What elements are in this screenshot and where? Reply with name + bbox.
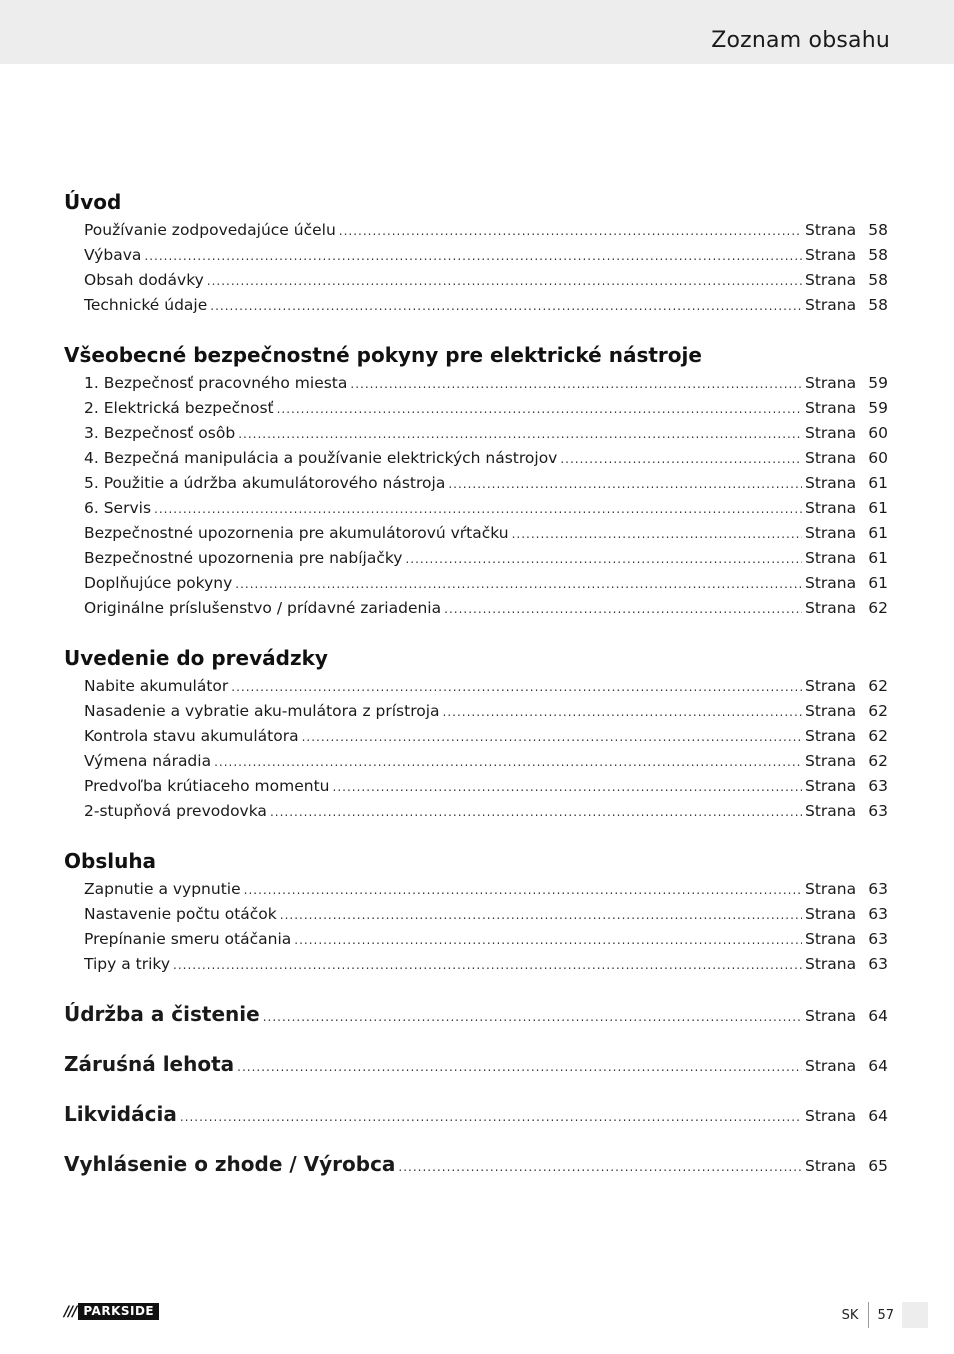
dot-leader <box>280 903 802 928</box>
entry-page-number: 62 <box>868 727 888 745</box>
dot-leader <box>302 725 802 750</box>
dot-leader <box>231 675 802 700</box>
dot-leader <box>238 422 802 447</box>
main-entry-label: Likvidácia <box>64 1102 177 1126</box>
strana-label: Strana <box>805 752 857 770</box>
entry-label: Nabite akumulátor <box>84 677 229 695</box>
entry-label: 4. Bezpečná manipulácia a používanie elektrických nástrojov <box>84 449 558 467</box>
toc-section <box>64 845 888 977</box>
dot-leader <box>405 547 802 572</box>
entry-label: Technické údaje <box>84 296 208 314</box>
footer-language: SK <box>841 1307 859 1323</box>
dot-leader <box>210 294 802 319</box>
section-heading: Uvedenie do prevádzky <box>64 646 328 670</box>
entry-label: 6. Servis <box>84 499 152 517</box>
entry-page-number: 63 <box>868 955 888 973</box>
entry-label: 1. Bezpečnosť pracovného miesta <box>84 374 348 392</box>
strana-label: Strana <box>805 424 857 442</box>
strana-label: Strana <box>805 221 857 239</box>
entry-page-number: 64 <box>868 1057 888 1075</box>
section-heading: Obsluha <box>64 849 157 873</box>
toc-entry[interactable] <box>64 749 888 774</box>
entry-label: 2. Elektrická bezpečnosť <box>84 399 274 417</box>
strana-label: Strana <box>805 1107 857 1125</box>
entry-label: Obsah dodávky <box>84 271 204 289</box>
toc-entry[interactable] <box>64 546 888 571</box>
toc-entry[interactable] <box>64 596 888 621</box>
dot-leader <box>270 800 802 825</box>
entry-page-number: 62 <box>868 752 888 770</box>
toc-entry[interactable] <box>64 952 888 977</box>
toc-entry[interactable] <box>64 421 888 446</box>
toc-entry[interactable] <box>64 471 888 496</box>
strana-label: Strana <box>805 271 857 289</box>
dot-leader <box>263 1001 802 1033</box>
toc-entry[interactable] <box>64 446 888 471</box>
toc-section <box>64 339 888 621</box>
footer-page-number: 57 <box>877 1307 894 1323</box>
entry-label: Bezpečnostné upozornenia pre akumulátorovú vŕtačku <box>84 524 509 542</box>
entry-label: Zapnutie a vypnutie <box>84 880 241 898</box>
strana-label: Strana <box>805 296 857 314</box>
entry-page-number: 62 <box>868 599 888 617</box>
strana-label: Strana <box>805 1057 857 1075</box>
toc-entry[interactable] <box>64 877 888 902</box>
toc-entry[interactable] <box>64 521 888 546</box>
toc-section <box>64 642 888 824</box>
main-entry-label: Údržba a čistenie <box>64 1002 260 1026</box>
strana-label: Strana <box>805 1007 857 1025</box>
strana-label: Strana <box>805 399 857 417</box>
dot-leader <box>173 953 802 978</box>
strana-label: Strana <box>805 1157 857 1175</box>
entry-page-number: 63 <box>868 930 888 948</box>
entry-label: 3. Bezpečnosť osôb <box>84 424 236 442</box>
logo-slashes: /// <box>64 1303 77 1320</box>
strana-label: Strana <box>805 880 857 898</box>
strana-label: Strana <box>805 930 857 948</box>
toc-entry[interactable] <box>64 243 888 268</box>
entry-label: Prepínanie smeru otáčania <box>84 930 292 948</box>
strana-label: Strana <box>805 905 857 923</box>
entry-page-number: 58 <box>868 221 888 239</box>
entry-label: Výbava <box>84 246 142 264</box>
entry-page-number: 61 <box>868 524 888 542</box>
entry-page-number: 61 <box>868 499 888 517</box>
dot-leader <box>244 878 802 903</box>
parkside-logo <box>64 1303 176 1320</box>
entry-page-number: 64 <box>868 1007 888 1025</box>
strana-label: Strana <box>805 474 857 492</box>
strana-label: Strana <box>805 702 857 720</box>
toc-entry[interactable] <box>64 396 888 421</box>
logo-brand: PARKSIDE <box>78 1303 159 1320</box>
toc-main-entry[interactable] <box>64 998 888 1048</box>
entry-page-number: 63 <box>868 802 888 820</box>
entry-page-number: 59 <box>868 399 888 417</box>
page-title: Zoznam obsahu <box>711 28 890 53</box>
main-entry-label: Záruśná lehota <box>64 1052 235 1076</box>
toc-main-entry[interactable] <box>64 1098 888 1148</box>
dot-leader <box>214 750 802 775</box>
strana-label: Strana <box>805 549 857 567</box>
entry-page-number: 65 <box>868 1157 888 1175</box>
strana-label: Strana <box>805 727 857 745</box>
footer-tab-box <box>902 1302 928 1328</box>
strana-label: Strana <box>805 499 857 517</box>
toc-section <box>64 186 888 318</box>
toc-entry[interactable] <box>64 927 888 952</box>
entry-page-number: 61 <box>868 574 888 592</box>
dot-leader <box>444 597 802 622</box>
main-entry-label: Vyhlásenie o zhode / Výrobca <box>64 1152 396 1176</box>
entry-label: Tipy a triky <box>84 955 171 973</box>
dot-leader <box>277 397 802 422</box>
entry-page-number: 61 <box>868 549 888 567</box>
dot-leader <box>350 372 802 397</box>
toc-entry[interactable] <box>64 268 888 293</box>
entry-page-number: 64 <box>868 1107 888 1125</box>
dot-leader <box>154 497 802 522</box>
section-heading: Všeobecné bezpečnostné pokyny pre elektrické nástroje <box>64 343 702 367</box>
toc-entry[interactable] <box>64 496 888 521</box>
dot-leader <box>333 775 802 800</box>
entry-page-number: 61 <box>868 474 888 492</box>
entry-label: Používanie zodpovedajúce účelu <box>84 221 336 239</box>
strana-label: Strana <box>805 524 857 542</box>
entry-page-number: 58 <box>868 296 888 314</box>
entry-page-number: 62 <box>868 677 888 695</box>
strana-label: Strana <box>805 599 857 617</box>
dot-leader <box>235 572 802 597</box>
dot-leader <box>237 1051 802 1083</box>
toc-main-entry[interactable] <box>64 1148 888 1198</box>
dot-leader <box>294 928 802 953</box>
strana-label: Strana <box>805 574 857 592</box>
toc-entry[interactable] <box>64 699 888 724</box>
entry-label: Kontrola stavu akumulátora <box>84 727 299 745</box>
entry-label: Doplňujúce pokyny <box>84 574 233 592</box>
entry-page-number: 62 <box>868 702 888 720</box>
strana-label: Strana <box>805 802 857 820</box>
dot-leader <box>398 1151 802 1183</box>
toc-entry[interactable] <box>64 774 888 799</box>
strana-label: Strana <box>805 374 857 392</box>
entry-label: 5. Použitie a údržba akumulátorového nástroja <box>84 474 446 492</box>
table-of-contents <box>64 186 888 1198</box>
toc-entry[interactable] <box>64 293 888 318</box>
toc-entry[interactable] <box>64 674 888 699</box>
dot-leader <box>512 522 802 547</box>
dot-leader <box>448 472 802 497</box>
section-heading: Úvod <box>64 190 122 214</box>
entry-label: Nastavenie počtu otáčok <box>84 905 277 923</box>
entry-page-number: 58 <box>868 246 888 264</box>
page-footer <box>842 1302 928 1328</box>
entry-label: Bezpečnostné upozornenia pre nabíjačky <box>84 549 403 567</box>
strana-label: Strana <box>805 246 857 264</box>
entry-label: Nasadenie a vybratie aku-mulátora z prístroja <box>84 702 440 720</box>
entry-page-number: 63 <box>868 905 888 923</box>
toc-entry[interactable] <box>64 799 888 824</box>
dot-leader <box>207 269 802 294</box>
toc-main-entry[interactable] <box>64 1048 888 1098</box>
strana-label: Strana <box>805 449 857 467</box>
entry-page-number: 59 <box>868 374 888 392</box>
strana-label: Strana <box>805 677 857 695</box>
entry-page-number: 63 <box>868 777 888 795</box>
toc-entry[interactable] <box>64 902 888 927</box>
header-band <box>0 0 954 64</box>
toc-entry[interactable] <box>64 371 888 396</box>
dot-leader <box>144 244 802 269</box>
entry-label: Predvoľba krútiaceho momentu <box>84 777 330 795</box>
entry-page-number: 60 <box>868 424 888 442</box>
dot-leader <box>443 700 802 725</box>
entry-label: Výmena náradia <box>84 752 212 770</box>
toc-entry[interactable] <box>64 571 888 596</box>
toc-entry[interactable] <box>64 218 888 243</box>
strana-label: Strana <box>805 777 857 795</box>
dot-leader <box>180 1101 802 1133</box>
strana-label: Strana <box>805 955 857 973</box>
entry-page-number: 60 <box>868 449 888 467</box>
toc-entry[interactable] <box>64 724 888 749</box>
entry-label: 2-stupňová prevodovka <box>84 802 267 820</box>
dot-leader <box>339 219 802 244</box>
dot-leader <box>560 447 802 472</box>
entry-page-number: 58 <box>868 271 888 289</box>
entry-page-number: 63 <box>868 880 888 898</box>
entry-label: Originálne príslušenstvo / prídavné zariadenia <box>84 599 442 617</box>
